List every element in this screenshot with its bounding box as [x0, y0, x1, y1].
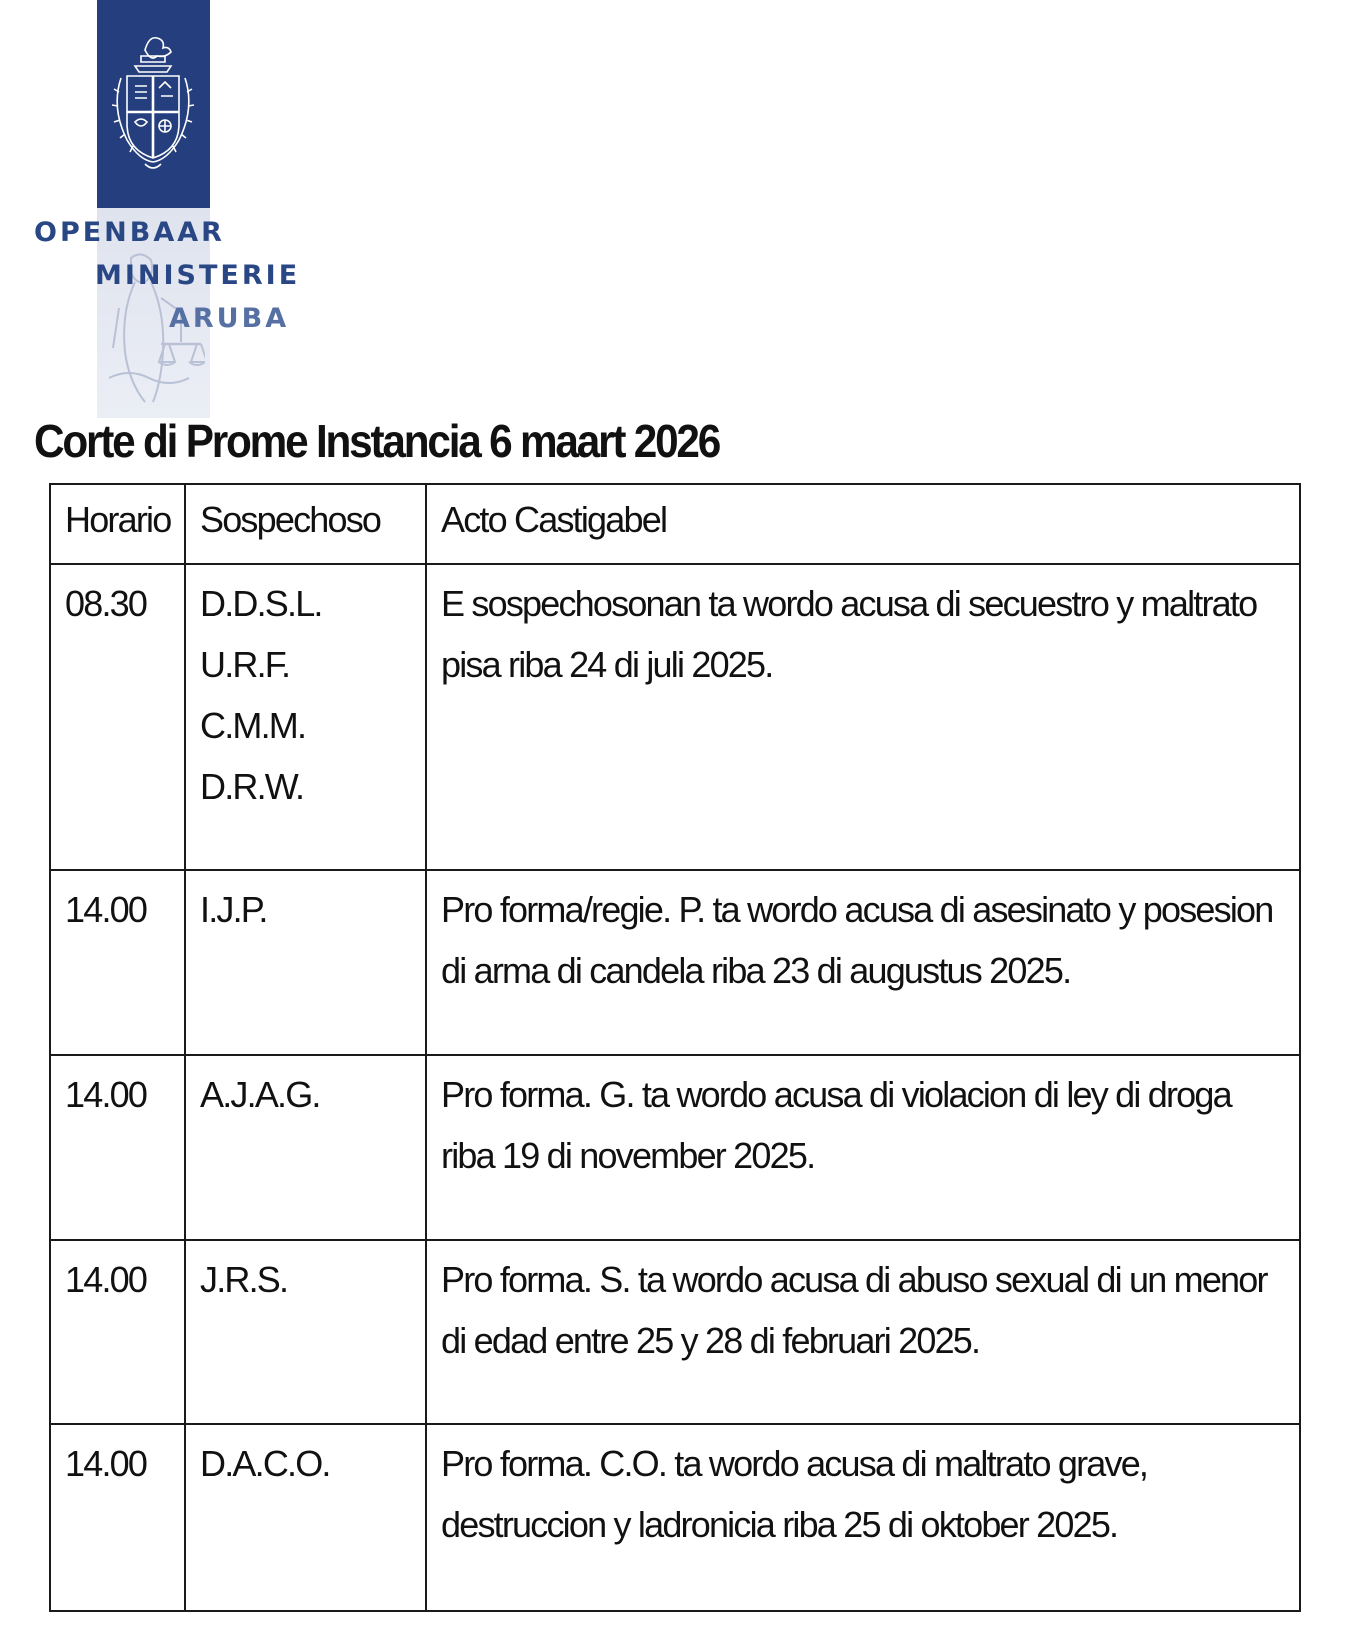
document-title: Corte di Prome Instancia 6 maart 2026 [34, 415, 720, 467]
logo-text-openbaar: OPENBAAR [34, 217, 225, 248]
header-time: Horario [50, 484, 185, 564]
cell-time: 14.00 [50, 1240, 185, 1424]
table-row [50, 1240, 1300, 1424]
cell-suspect: A.J.A.G. [185, 1055, 426, 1240]
header-offense: Acto Castigabel [426, 484, 1300, 564]
cell-suspect: J.R.S. [185, 1240, 426, 1424]
cell-time: 08.30 [50, 564, 185, 870]
hearing-schedule-table [49, 483, 1301, 1612]
coat-of-arms-icon [105, 20, 201, 180]
cell-time: 14.00 [50, 1055, 185, 1240]
cell-suspect: I.J.P. [185, 870, 426, 1055]
logo-text-ministerie: MINISTERIE [95, 260, 301, 291]
logo-banner [97, 0, 210, 208]
table-row [50, 1055, 1300, 1240]
header-suspect: Sospechoso [185, 484, 426, 564]
cell-suspect: D.A.C.O. [185, 1424, 426, 1611]
cell-offense: Pro forma. C.O. ta wordo acusa di maltrato grave, destruccion y ladronicia riba 25 di oktober 2025. [426, 1424, 1300, 1611]
table-row [50, 870, 1300, 1055]
cell-offense: E sospechosonan ta wordo acusa di secuestro y maltrato pisa riba 24 di juli 2025. [426, 564, 1300, 870]
table-row [50, 564, 1300, 870]
cell-offense: Pro forma. S. ta wordo acusa di abuso sexual di un menor di edad entre 25 y 28 di februari 2025. [426, 1240, 1300, 1424]
table-row [50, 1424, 1300, 1611]
cell-time: 14.00 [50, 870, 185, 1055]
logo-text-aruba: ARUBA [169, 303, 290, 334]
cell-time: 14.00 [50, 1424, 185, 1611]
table-header-row [50, 484, 1300, 564]
cell-offense: Pro forma/regie. P. ta wordo acusa di asesinato y posesion di arma di candela riba 23 di augustus 2025. [426, 870, 1300, 1055]
cell-offense: Pro forma. G. ta wordo acusa di violacion di ley di droga riba 19 di november 2025. [426, 1055, 1300, 1240]
cell-suspect: D.D.S.L. U.R.F. C.M.M. D.R.W. [185, 564, 426, 870]
